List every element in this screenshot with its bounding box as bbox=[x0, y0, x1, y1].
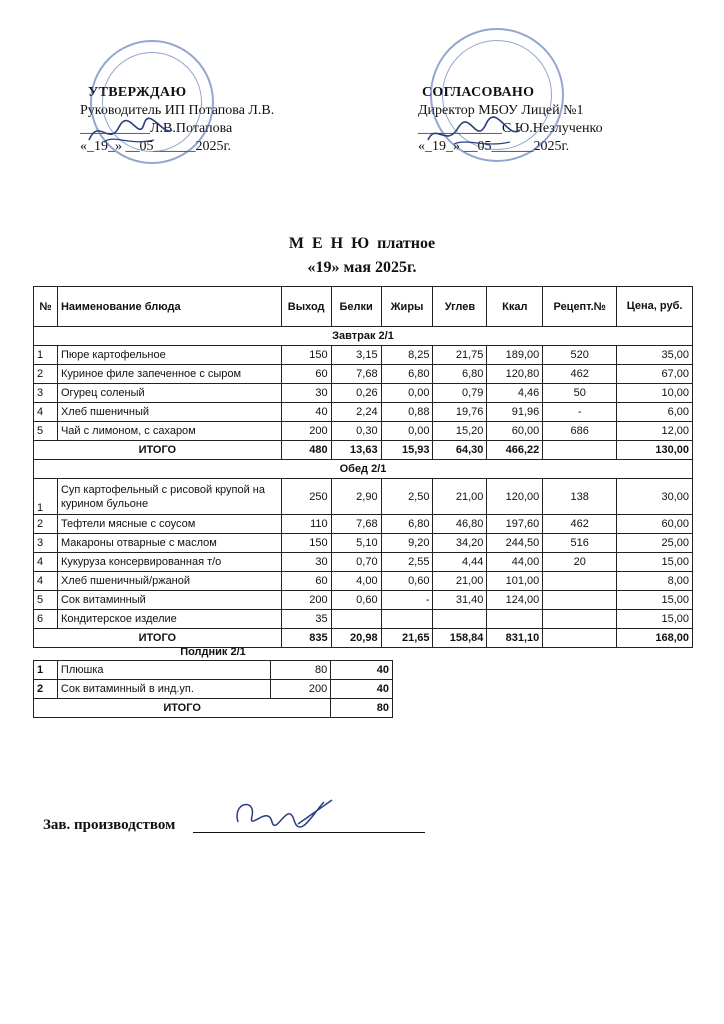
page-title: М Е Н Ю платное bbox=[288, 235, 436, 252]
total-cell: 13,63 bbox=[331, 441, 381, 460]
total-label: ИТОГО bbox=[34, 629, 282, 648]
col-header: Белки bbox=[331, 287, 381, 327]
signature-footer-icon bbox=[228, 792, 338, 842]
table-cell: 0,88 bbox=[381, 403, 433, 422]
total-cell bbox=[543, 629, 617, 648]
total-row bbox=[34, 629, 693, 648]
table-cell: 60 bbox=[281, 365, 331, 384]
table-cell: 110 bbox=[281, 515, 331, 534]
table-cell: 12,00 bbox=[617, 422, 693, 441]
approval-left-sign: __________Л.В.Потапова bbox=[80, 121, 233, 136]
table-cell: 3 bbox=[34, 534, 58, 553]
table-cell: 124,00 bbox=[487, 591, 543, 610]
table-cell: 2,50 bbox=[381, 479, 433, 515]
table-cell: 3,15 bbox=[331, 346, 381, 365]
table-cell: 1 bbox=[34, 346, 58, 365]
table-cell: 30 bbox=[281, 384, 331, 403]
approval-right-role: Директор МБОУ Лицей №1 bbox=[418, 103, 584, 118]
menu-date: «19» мая 2025г. bbox=[307, 259, 417, 276]
table-cell: 15,20 bbox=[433, 422, 487, 441]
table-cell: Тефтели мясные с соусом bbox=[57, 515, 281, 534]
section-row bbox=[34, 460, 693, 479]
table-cell: Макароны отварные с маслом bbox=[57, 534, 281, 553]
table-cell: 20 bbox=[543, 553, 617, 572]
table-cell: 101,00 bbox=[487, 572, 543, 591]
total-label: ИТОГО bbox=[34, 441, 282, 460]
total-cell: 80 bbox=[331, 699, 393, 718]
table-cell: 0,00 bbox=[381, 384, 433, 403]
table-cell: Хлеб пшеничный/ржаной bbox=[57, 572, 281, 591]
table-cell: 250 bbox=[281, 479, 331, 515]
table-cell: 4,00 bbox=[331, 572, 381, 591]
table-cell bbox=[331, 610, 381, 629]
table-cell bbox=[543, 610, 617, 629]
approval-right-title: СОГЛАСОВАНО bbox=[422, 85, 535, 100]
table-cell: 25,00 bbox=[617, 534, 693, 553]
table-cell: 50 bbox=[543, 384, 617, 403]
total-cell: 158,84 bbox=[433, 629, 487, 648]
table-cell: 200 bbox=[281, 591, 331, 610]
total-cell: 835 bbox=[281, 629, 331, 648]
total-cell bbox=[543, 441, 617, 460]
table-cell: 8,00 bbox=[617, 572, 693, 591]
table-cell: 3 bbox=[34, 384, 58, 403]
table-cell: 4 bbox=[34, 403, 58, 422]
table-cell: 4 bbox=[34, 572, 58, 591]
col-header: № bbox=[34, 287, 58, 327]
col-header: Углев bbox=[433, 287, 487, 327]
approval-right-date: «_19_» __05______2025г. bbox=[418, 139, 570, 154]
table-cell: Плюшка bbox=[57, 661, 271, 680]
table-cell: 120,80 bbox=[487, 365, 543, 384]
snack-table bbox=[33, 660, 393, 718]
table-cell: 35,00 bbox=[617, 346, 693, 365]
table-row bbox=[34, 422, 693, 441]
table-cell bbox=[543, 591, 617, 610]
table-row bbox=[34, 591, 693, 610]
table-cell: 189,00 bbox=[487, 346, 543, 365]
total-label: ИТОГО bbox=[34, 699, 331, 718]
table-cell: 60,00 bbox=[487, 422, 543, 441]
table-row bbox=[34, 365, 693, 384]
approval-left-date: «_19_» __05______2025г. bbox=[80, 139, 232, 154]
table-cell: - bbox=[543, 403, 617, 422]
table-cell: 5 bbox=[34, 591, 58, 610]
table-row bbox=[34, 479, 693, 515]
signature-left-icon bbox=[84, 112, 174, 152]
table-row bbox=[34, 515, 693, 534]
table-cell: Сок витаминный в инд.уп. bbox=[57, 680, 271, 699]
total-cell: 21,65 bbox=[381, 629, 433, 648]
table-cell: 0,79 bbox=[433, 384, 487, 403]
table-cell: 686 bbox=[543, 422, 617, 441]
total-cell: 466,22 bbox=[487, 441, 543, 460]
col-header: Ккал bbox=[487, 287, 543, 327]
approval-left-role: Руководитель ИП Потапова Л.В. bbox=[80, 103, 275, 118]
table-cell: 0,30 bbox=[331, 422, 381, 441]
footer-label: Зав. производством bbox=[43, 817, 176, 833]
table-cell: 4,46 bbox=[487, 384, 543, 403]
table-cell: 5,10 bbox=[331, 534, 381, 553]
table-cell bbox=[487, 610, 543, 629]
table-cell: 6 bbox=[34, 610, 58, 629]
table-cell: 2 bbox=[34, 365, 58, 384]
table-cell: 0,26 bbox=[331, 384, 381, 403]
total-cell: 64,30 bbox=[433, 441, 487, 460]
table-cell: 2,24 bbox=[331, 403, 381, 422]
table-cell: 1 bbox=[34, 661, 58, 680]
table-cell: 46,80 bbox=[433, 515, 487, 534]
table-row bbox=[34, 572, 693, 591]
table-cell: 31,40 bbox=[433, 591, 487, 610]
table-cell: 30 bbox=[281, 553, 331, 572]
menu-table bbox=[33, 286, 693, 648]
table-row bbox=[34, 346, 693, 365]
total-cell: 130,00 bbox=[617, 441, 693, 460]
table-cell: 19,76 bbox=[433, 403, 487, 422]
table-cell: 516 bbox=[543, 534, 617, 553]
table-cell: 15,00 bbox=[617, 591, 693, 610]
table-cell: 40 bbox=[331, 661, 393, 680]
table-cell: 2,90 bbox=[331, 479, 381, 515]
total-cell: 831,10 bbox=[487, 629, 543, 648]
table-cell: 34,20 bbox=[433, 534, 487, 553]
table-cell bbox=[381, 610, 433, 629]
col-header: Рецепт.№ bbox=[543, 287, 617, 327]
table-cell: 0,60 bbox=[381, 572, 433, 591]
total-cell: 15,93 bbox=[381, 441, 433, 460]
table-cell: 67,00 bbox=[617, 365, 693, 384]
table-cell bbox=[433, 610, 487, 629]
table-cell: 462 bbox=[543, 365, 617, 384]
table-cell: 21,00 bbox=[433, 479, 487, 515]
table-cell: Кукуруза консервированная т/о bbox=[57, 553, 281, 572]
table-cell: 60 bbox=[281, 572, 331, 591]
table-cell: 30,00 bbox=[617, 479, 693, 515]
signature-right-icon bbox=[424, 114, 524, 154]
table-cell: 200 bbox=[281, 422, 331, 441]
table-cell: Куриное филе запеченное с сыром bbox=[57, 365, 281, 384]
table-cell: Суп картофельный с рисовой крупой на курином бульоне bbox=[57, 479, 281, 515]
table-cell: 5 bbox=[34, 422, 58, 441]
table-header-row bbox=[34, 287, 693, 327]
table-cell: 40 bbox=[281, 403, 331, 422]
table-cell: Огурец соленый bbox=[57, 384, 281, 403]
table-cell: 150 bbox=[281, 534, 331, 553]
table-cell: 35 bbox=[281, 610, 331, 629]
section-title: Завтрак 2/1 bbox=[34, 327, 693, 346]
table-cell: 2 bbox=[34, 515, 58, 534]
table-cell: 520 bbox=[543, 346, 617, 365]
total-cell: 168,00 bbox=[617, 629, 693, 648]
approval-right-sign: ____________С.Ю.Незлученко bbox=[418, 121, 603, 136]
approval-left-title: УТВЕРЖДАЮ bbox=[88, 85, 187, 100]
table-cell: Кондитерское изделие bbox=[57, 610, 281, 629]
total-cell: 480 bbox=[281, 441, 331, 460]
table-cell: 8,25 bbox=[381, 346, 433, 365]
section-title: Обед 2/1 bbox=[34, 460, 693, 479]
table-cell: 80 bbox=[271, 661, 331, 680]
table-row bbox=[34, 534, 693, 553]
table-cell: 138 bbox=[543, 479, 617, 515]
table-row bbox=[34, 553, 693, 572]
snack-total-row bbox=[34, 699, 393, 718]
table-cell: 91,96 bbox=[487, 403, 543, 422]
table-cell: 15,00 bbox=[617, 610, 693, 629]
table-cell: Пюре картофельное bbox=[57, 346, 281, 365]
table-cell: 120,00 bbox=[487, 479, 543, 515]
table-cell: 462 bbox=[543, 515, 617, 534]
table-cell: 1 bbox=[34, 479, 58, 515]
table-cell: 15,00 bbox=[617, 553, 693, 572]
col-header: Цена, руб. bbox=[617, 287, 693, 327]
snack-row bbox=[34, 680, 393, 699]
table-cell bbox=[543, 572, 617, 591]
table-cell: Сок витаминный bbox=[57, 591, 281, 610]
table-row bbox=[34, 610, 693, 629]
table-cell: 9,20 bbox=[381, 534, 433, 553]
table-cell: - bbox=[381, 591, 433, 610]
table-cell: 2,55 bbox=[381, 553, 433, 572]
table-cell: 60,00 bbox=[617, 515, 693, 534]
table-cell: 6,80 bbox=[381, 365, 433, 384]
table-cell: 4,44 bbox=[433, 553, 487, 572]
table-row bbox=[34, 384, 693, 403]
table-cell: 150 bbox=[281, 346, 331, 365]
snack-title: Полдник 2/1 bbox=[180, 646, 246, 658]
table-cell: 0,70 bbox=[331, 553, 381, 572]
col-header: Жиры bbox=[381, 287, 433, 327]
table-cell: Хлеб пшеничный bbox=[57, 403, 281, 422]
table-cell: 44,00 bbox=[487, 553, 543, 572]
table-cell: 7,68 bbox=[331, 365, 381, 384]
table-cell: 2 bbox=[34, 680, 58, 699]
col-header: Выход bbox=[281, 287, 331, 327]
total-row bbox=[34, 441, 693, 460]
total-cell: 20,98 bbox=[331, 629, 381, 648]
table-cell: 6,00 bbox=[617, 403, 693, 422]
table-cell: 197,60 bbox=[487, 515, 543, 534]
table-cell: 244,50 bbox=[487, 534, 543, 553]
snack-row bbox=[34, 661, 393, 680]
table-cell: 10,00 bbox=[617, 384, 693, 403]
table-cell: 6,80 bbox=[381, 515, 433, 534]
table-cell: Чай с лимоном, с сахаром bbox=[57, 422, 281, 441]
table-cell: 6,80 bbox=[433, 365, 487, 384]
table-cell: 40 bbox=[331, 680, 393, 699]
table-cell: 21,75 bbox=[433, 346, 487, 365]
section-row bbox=[34, 327, 693, 346]
table-cell: 200 bbox=[271, 680, 331, 699]
table-cell: 0,00 bbox=[381, 422, 433, 441]
table-cell: 4 bbox=[34, 553, 58, 572]
table-cell: 7,68 bbox=[331, 515, 381, 534]
table-row bbox=[34, 403, 693, 422]
table-cell: 21,00 bbox=[433, 572, 487, 591]
col-header: Наименование блюда bbox=[57, 287, 281, 327]
table-cell: 0,60 bbox=[331, 591, 381, 610]
